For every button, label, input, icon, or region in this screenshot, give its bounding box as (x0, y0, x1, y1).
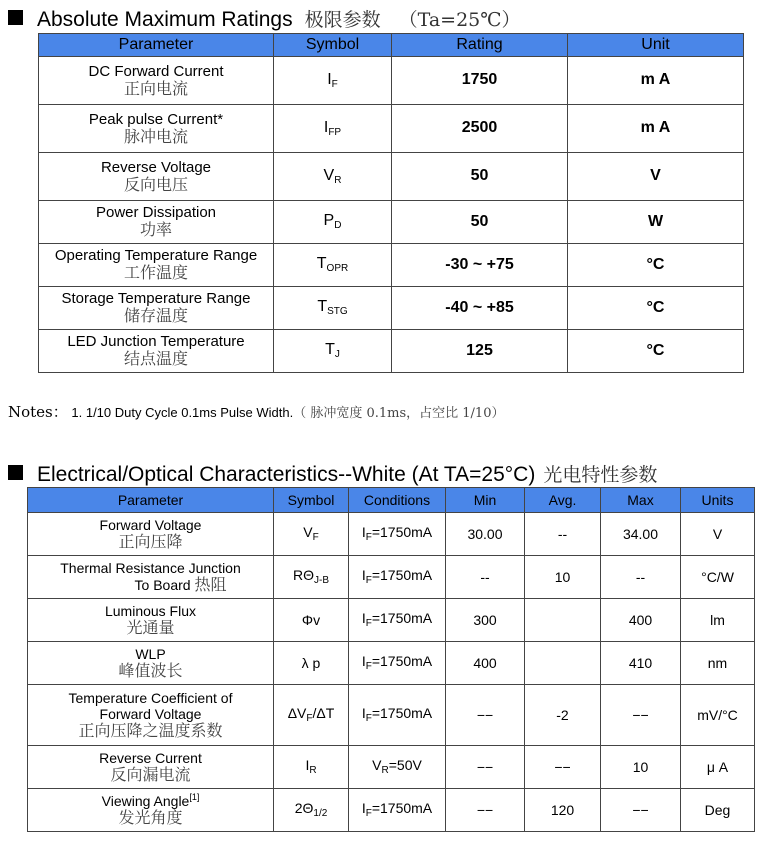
param-cn: 峰值波长 (118, 660, 183, 680)
cond-sub: F (365, 575, 372, 587)
symbol: V (303, 524, 313, 541)
symbol-cell (274, 789, 349, 832)
table-header-row (39, 34, 744, 57)
cond-post: =1750mA (371, 653, 433, 670)
table-row (28, 746, 755, 789)
rating-cell: 50 (392, 153, 568, 201)
param-cn: 储存温度 (123, 306, 188, 326)
symbol-cell (274, 642, 349, 685)
param-cn: 脉冲电流 (123, 126, 188, 146)
absolute-max-ratings-table (38, 33, 744, 373)
symbol-sub: FP (328, 126, 342, 138)
cond: I (361, 705, 366, 722)
symbol-sub: F (306, 713, 313, 725)
symbol-cell (274, 153, 392, 201)
param-en2: Forward Voltage (99, 705, 202, 722)
unit-cell: V (568, 153, 744, 201)
symbol: 2Θ (294, 800, 314, 817)
param-cell (39, 105, 274, 153)
cond-post: =1750mA (371, 524, 433, 541)
avg-cell: 10 (525, 556, 601, 599)
param-cell (39, 287, 274, 330)
table-row (28, 513, 755, 556)
param-cn: 发光角度 (118, 808, 183, 828)
section-condition: （Ta=25℃） (398, 9, 521, 31)
units-cell: μ A (681, 746, 755, 789)
symbol: T (317, 298, 328, 316)
param-cell (39, 330, 274, 373)
param-cell (39, 244, 274, 287)
symbol: I (323, 118, 329, 136)
symbol: T (325, 341, 335, 359)
cond: I (361, 800, 366, 817)
min-cell: −− (446, 685, 525, 746)
param-cell (39, 153, 274, 201)
section-title-text: Absolute Maximum Ratings (37, 8, 293, 31)
symbol-sub: F (331, 78, 338, 90)
symbol-cell (274, 330, 392, 373)
param-cn: 正向压降 (118, 531, 183, 551)
symbol-post: /ΔT (312, 705, 335, 722)
table-row (28, 789, 755, 832)
units-cell: mV/°C (681, 685, 755, 746)
unit-cell: W (568, 201, 744, 244)
cond-post: =1750mA (371, 800, 433, 817)
square-bullet-icon (8, 465, 23, 480)
avg-cell: -2 (525, 685, 601, 746)
min-cell: 300 (446, 599, 525, 642)
header-units: Units (681, 488, 755, 513)
symbol-cell (274, 556, 349, 599)
table-row (28, 642, 755, 685)
symbol: Φv (301, 611, 321, 628)
cond-sub: F (365, 713, 372, 725)
symbol: RΘ (293, 567, 314, 584)
symbol: I (327, 70, 332, 88)
param-en2: To Board (134, 576, 191, 593)
symbol-sub: F (312, 532, 319, 544)
param-en: Storage Temperature Range (61, 290, 251, 308)
conditions-cell (349, 513, 446, 556)
table-row (28, 556, 755, 599)
notes-text: 1. 1/10 Duty Cycle 0.1ms Pulse Width. (71, 405, 294, 420)
param-en: WLP (135, 645, 166, 662)
param-en: Thermal Resistance Junction (60, 559, 241, 576)
table-row (39, 153, 744, 201)
cond-post: =50V (388, 757, 422, 774)
units-cell: Deg (681, 789, 755, 832)
table-row (28, 599, 755, 642)
symbol: I (305, 757, 310, 774)
max-cell: -- (601, 556, 681, 599)
param-en: Operating Temperature Range (54, 247, 258, 265)
rating-cell: -40 ~ +85 (392, 287, 568, 330)
table-row (39, 201, 744, 244)
symbol-cell (274, 57, 392, 105)
conditions-cell (349, 789, 446, 832)
param-cell (39, 57, 274, 105)
table-row (28, 685, 755, 746)
max-cell: −− (601, 789, 681, 832)
rating-cell: 50 (392, 201, 568, 244)
param-cell (39, 201, 274, 244)
cond: V (372, 757, 382, 774)
max-cell: 10 (601, 746, 681, 789)
unit-cell: m A (568, 105, 744, 153)
table-header-row (28, 488, 755, 513)
cond-sub: F (365, 532, 372, 544)
table-row (39, 287, 744, 330)
symbol-cell (274, 599, 349, 642)
section-title-text: Electrical/Optical Characteristics--White (At TA=25°C) (37, 463, 536, 486)
symbol: P (323, 212, 335, 230)
symbol-cell (274, 746, 349, 789)
notes-text-cn: （ 脉冲宽度 0.1ms，占空比 1/10） (293, 406, 505, 421)
avg-cell: -- (525, 513, 601, 556)
section-title-electrical-optical (8, 460, 657, 487)
conditions-cell (349, 556, 446, 599)
param-en: Peak pulse Current* (88, 110, 224, 128)
param-cell (28, 789, 274, 832)
symbol-cell (274, 105, 392, 153)
param-sup: [1] (189, 792, 200, 803)
max-cell: 410 (601, 642, 681, 685)
param-cn: 结点温度 (123, 349, 188, 369)
symbol-cell (274, 287, 392, 330)
cond-post: =1750mA (371, 610, 433, 627)
param-cn: 反向漏电流 (110, 764, 191, 784)
table-row (39, 105, 744, 153)
unit-cell: m A (568, 57, 744, 105)
square-bullet-icon (8, 10, 23, 25)
rating-cell: -30 ~ +75 (392, 244, 568, 287)
param-en: Viewing Angle (101, 793, 190, 810)
param-cn: 正向压降之温度系数 (78, 720, 223, 740)
param-cn: 正向电流 (123, 78, 188, 98)
header-unit: Unit (568, 34, 744, 57)
param-en: Temperature Coefficient of (68, 689, 233, 706)
max-cell: 400 (601, 599, 681, 642)
section-title-cn: 光电特性参数 (543, 464, 658, 486)
symbol-sub: R (309, 765, 317, 777)
cond-sub: F (365, 808, 372, 820)
notes-label: Notes： (8, 403, 68, 421)
min-cell: -- (446, 556, 525, 599)
avg-cell: 120 (525, 789, 601, 832)
cond: I (361, 524, 366, 541)
param-en: LED Junction Temperature (67, 333, 245, 351)
symbol-sub: R (334, 174, 342, 186)
param-cell (28, 513, 274, 556)
rating-cell: 1750 (392, 57, 568, 105)
cond-post: =1750mA (371, 705, 433, 722)
header-symbol: Symbol (274, 34, 392, 57)
cond-post: =1750mA (371, 567, 433, 584)
min-cell: 30.00 (446, 513, 525, 556)
param-en-line (28, 792, 273, 809)
param-en: Luminous Flux (104, 602, 197, 619)
unit-cell: °C (568, 287, 744, 330)
conditions-cell (349, 599, 446, 642)
param-en: Reverse Current (99, 749, 202, 766)
header-parameter: Parameter (28, 488, 274, 513)
header-rating: Rating (392, 34, 568, 57)
max-cell: 34.00 (601, 513, 681, 556)
param-cell (28, 642, 274, 685)
header-min: Min (446, 488, 525, 513)
param-cn: 工作温度 (123, 263, 188, 283)
symbol-sub: STG (327, 306, 348, 318)
symbol-cell (274, 685, 349, 746)
symbol-sub: J-B (314, 575, 329, 587)
cond-sub: F (365, 661, 372, 673)
table-row (39, 57, 744, 105)
symbol: V (323, 166, 335, 184)
notes (8, 401, 504, 422)
avg-cell (525, 642, 601, 685)
param-cn: 热阻 (194, 574, 227, 594)
header-symbol: Symbol (274, 488, 349, 513)
conditions-cell (349, 746, 446, 789)
units-cell: nm (681, 642, 755, 685)
section-title-cn: 极限参数 (304, 9, 381, 31)
symbol-sub: J (334, 349, 340, 361)
cond: I (361, 567, 366, 584)
symbol: T (316, 255, 327, 273)
param-en: Reverse Voltage (100, 158, 212, 176)
header-parameter: Parameter (39, 34, 274, 57)
conditions-cell (349, 685, 446, 746)
electrical-optical-table (27, 487, 755, 832)
min-cell: −− (446, 789, 525, 832)
symbol: ΔV (287, 705, 307, 722)
cond: I (361, 653, 366, 670)
min-cell: −− (446, 746, 525, 789)
avg-cell: −− (525, 746, 601, 789)
table-row (39, 330, 744, 373)
symbol-sub: 1/2 (313, 808, 328, 820)
max-cell: −− (601, 685, 681, 746)
symbol-cell (274, 201, 392, 244)
symbol-cell (274, 244, 392, 287)
conditions-cell (349, 642, 446, 685)
avg-cell (525, 599, 601, 642)
param-cn: 光通量 (126, 617, 175, 637)
param-en: Forward Voltage (99, 516, 202, 533)
param-cell (28, 746, 274, 789)
param-cell (28, 685, 274, 746)
param-cell (28, 556, 274, 599)
param-en: Power Dissipation (95, 204, 217, 222)
symbol-sub: D (334, 220, 342, 232)
min-cell: 400 (446, 642, 525, 685)
symbol-cell (274, 513, 349, 556)
cond: I (361, 610, 366, 627)
symbol: λ p (301, 654, 321, 671)
cond-sub: F (365, 618, 372, 630)
units-cell: °C/W (681, 556, 755, 599)
header-max: Max (601, 488, 681, 513)
units-cell: V (681, 513, 755, 556)
rating-cell: 125 (392, 330, 568, 373)
cond-sub: R (381, 765, 389, 777)
symbol-sub: OPR (326, 263, 349, 275)
units-cell: lm (681, 599, 755, 642)
param-en: DC Forward Current (88, 62, 224, 80)
param-cell (28, 599, 274, 642)
header-avg: Avg. (525, 488, 601, 513)
param-cn: 功率 (139, 220, 172, 240)
rating-cell: 2500 (392, 105, 568, 153)
param-cn: 反向电压 (123, 174, 188, 194)
unit-cell: °C (568, 330, 744, 373)
section-title-absolute-max (8, 5, 521, 32)
table-row (39, 244, 744, 287)
header-conditions: Conditions (349, 488, 446, 513)
unit-cell: °C (568, 244, 744, 287)
param-en2-line (28, 576, 273, 594)
